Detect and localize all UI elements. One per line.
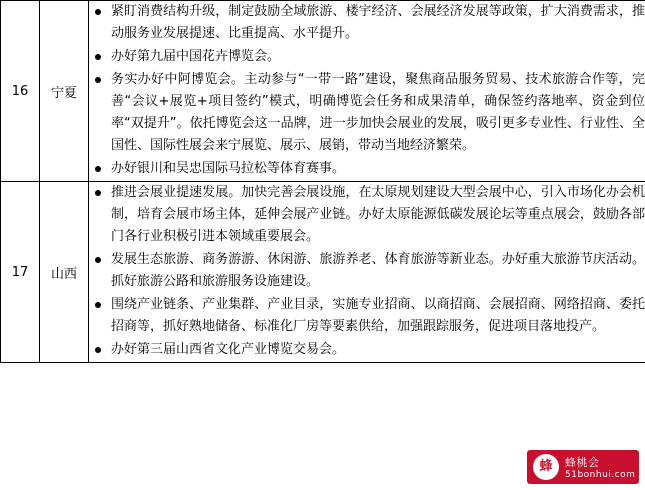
list-item: 办好第九届中国花卉博览会。 [89, 46, 645, 68]
table-row [1, 182, 645, 363]
row-number: 16 [1, 1, 40, 182]
row-region: 宁夏 [40, 1, 89, 182]
list-item: 务实办好中阿博览会。主动参与“一带一路”建设，聚焦商品服务贸易、技术旅游合作等，完善“会议+展览+项目签约”模式，明确博览会任务和成果清单，确保签约落地率、资金到位率“双提升”。依托博览会这一品牌，进一步加快会展业的发展，吸引更多专业性、行业性、全国性、国际性展会来宁展览、展示、展销，带动当地经济繁荣。 [89, 69, 645, 157]
watermark-site: 51bonhui.com [565, 470, 636, 480]
bullet-list [89, 1, 645, 180]
list-item: 办好第三届山西省文化产业博览交易会。 [89, 339, 645, 361]
table-body [1, 1, 645, 363]
row-content [89, 1, 645, 182]
list-item: 办好银川和吴忠国际马拉松等体育赛事。 [89, 158, 645, 180]
row-content [89, 182, 645, 363]
watermark-brand: 蜂桃会 [565, 456, 600, 469]
list-item: 发展生态旅游、商务游游、休闲游、旅游养老、体育旅游等新业态。办好重大旅游节庆活动。抓好旅游公路和旅游服务设施建设。 [89, 249, 645, 293]
watermark-text [565, 454, 635, 480]
list-item: 围绕产业链条、产业集群、产业目录，实施专业招商、以商招商、会展招商、网络招商、委托招商等，抓好熟地储备、标准化厂房等要素供给，加强跟踪服务，促进项目落地投产。 [89, 294, 645, 338]
watermark [527, 450, 639, 484]
bullet-list [89, 182, 645, 361]
watermark-logo-icon: 蜂 [533, 454, 559, 480]
list-item: 推进会展业提速发展。加快完善会展设施，在太原规划建设大型会展中心，引入市场化办会机制，培育会展市场主体，延伸会展产业链。办好太原能源低碳发展论坛等重点展会，鼓励各部门各行业积极引进本领域重要展会。 [89, 182, 645, 248]
row-number: 17 [1, 182, 40, 363]
table-row [1, 1, 645, 182]
row-region: 山西 [40, 182, 89, 363]
list-item: 紧盯消费结构升级，制定鼓励全域旅游、楼宇经济、会展经济发展等政策，扩大消费需求，推动服务业发展提速、比重提高、水平提升。 [89, 1, 645, 45]
